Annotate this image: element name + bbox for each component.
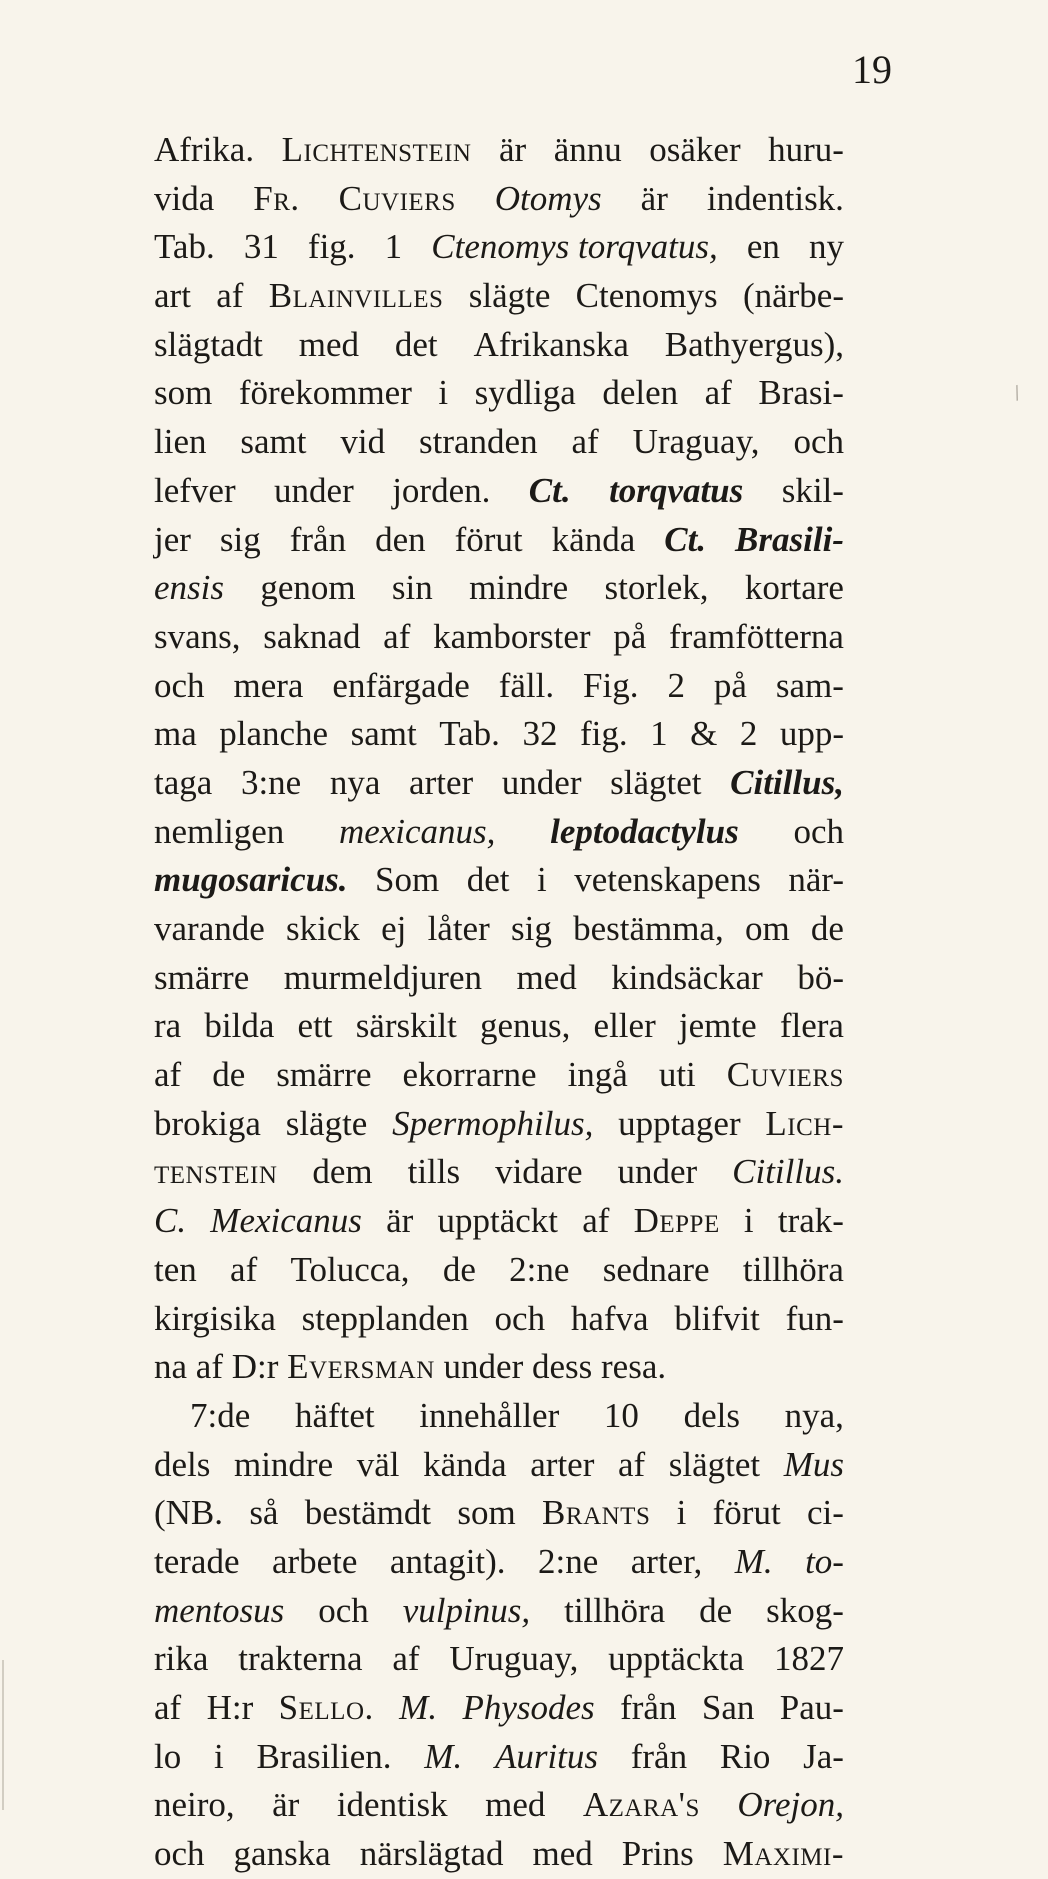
- text-line: vida Fr. Cuviers Otomys är indentisk.: [154, 178, 844, 218]
- text-line: (NB. så bestämdt som Brants i förut ci-: [154, 1493, 844, 1533]
- text-line: af de smärre ekorrarne ingå uti Cuviers: [154, 1055, 844, 1095]
- text-line: af H:r Sello. M. Physodes från San Pau-: [154, 1688, 844, 1727]
- text-line: na af D:r Eversman under dess resa.: [154, 1347, 667, 1387]
- text-line: ra bilda ett särskilt genus, eller jemte flera: [154, 1006, 844, 1046]
- text-line: 7:de häftet innehåller 10 dels nya,: [190, 1395, 844, 1435]
- text-line: nemligen mexicanus, leptodactylus och: [154, 811, 844, 851]
- text-line: mentosus och vulpinus, tillhöra de skog-: [154, 1590, 844, 1630]
- text-line: dels mindre väl kända arter af slägtet Mus: [154, 1444, 844, 1484]
- text-line: lien samt vid stranden af Uraguay, och: [154, 422, 844, 462]
- text-line: kirgisika stepplanden och hafva blifvit fun-: [154, 1298, 844, 1338]
- text-line: Afrika. Lichtenstein är ännu osäker huru-: [154, 130, 844, 169]
- text-line: rika trakterna af Uruguay, upptäckta 1827: [154, 1639, 844, 1679]
- text-line: mugosaricus. Som det i vetenskapens när-: [154, 860, 844, 900]
- text-line: C. Mexicanus är upptäckt af Deppe i trak-: [154, 1201, 844, 1241]
- page-number: 19: [852, 47, 892, 92]
- text-line: som förekommer i sydliga delen af Brasi-: [154, 373, 844, 413]
- text-line: varande skick ej låter sig bestämma, om de: [154, 909, 844, 948]
- text-line: smärre murmeldjuren med kindsäckar bö-: [154, 957, 844, 997]
- text-line: svans, saknad af kamborster på framfötterna: [154, 616, 844, 656]
- text-line: brokiga slägte Spermophilus, upptager Lich-: [154, 1103, 844, 1143]
- text-line: och ganska närslägtad med Prins Maximi-: [154, 1834, 844, 1874]
- text-line: neiro, är identisk med Azara's Orejon,: [154, 1785, 844, 1825]
- text-line: lefver under jorden. Ct. torqvatus skil-: [154, 470, 844, 510]
- text-line: jer sig från den förut kända Ct. Brasili-: [154, 519, 844, 559]
- text-line: art af Blainvilles slägte Ctenomys (närbe-: [154, 276, 844, 316]
- text-line: slägtadt med det Afrikanska Bathyergus),: [154, 324, 844, 364]
- text-line: ma planche samt Tab. 32 fig. 1 & 2 upp-: [154, 714, 844, 754]
- stray-margin-mark: /: [1009, 379, 1025, 406]
- text-line: ensis genom sin mindre storlek, kortare: [154, 568, 844, 608]
- text-line: Tab. 31 fig. 1 Ctenomys torqvatus, en ny: [154, 227, 844, 267]
- text-line: lo i Brasilien. M. Auritus från Rio Ja-: [154, 1736, 844, 1776]
- text-line: och mera enfärgade fäll. Fig. 2 på sam-: [154, 665, 844, 705]
- body-text: [154, 126, 844, 1879]
- text-line: terade arbete antagit). 2:ne arter, M. to-: [154, 1541, 844, 1581]
- text-line: ten af Tolucca, de 2:ne sednare tillhöra: [154, 1249, 844, 1289]
- scan-edge-shadow: [2, 1660, 4, 1810]
- text-line: taga 3:ne nya arter under slägtet Citillus,: [154, 762, 844, 802]
- text-line: tenstein dem tills vidare under Citillus.: [154, 1152, 844, 1192]
